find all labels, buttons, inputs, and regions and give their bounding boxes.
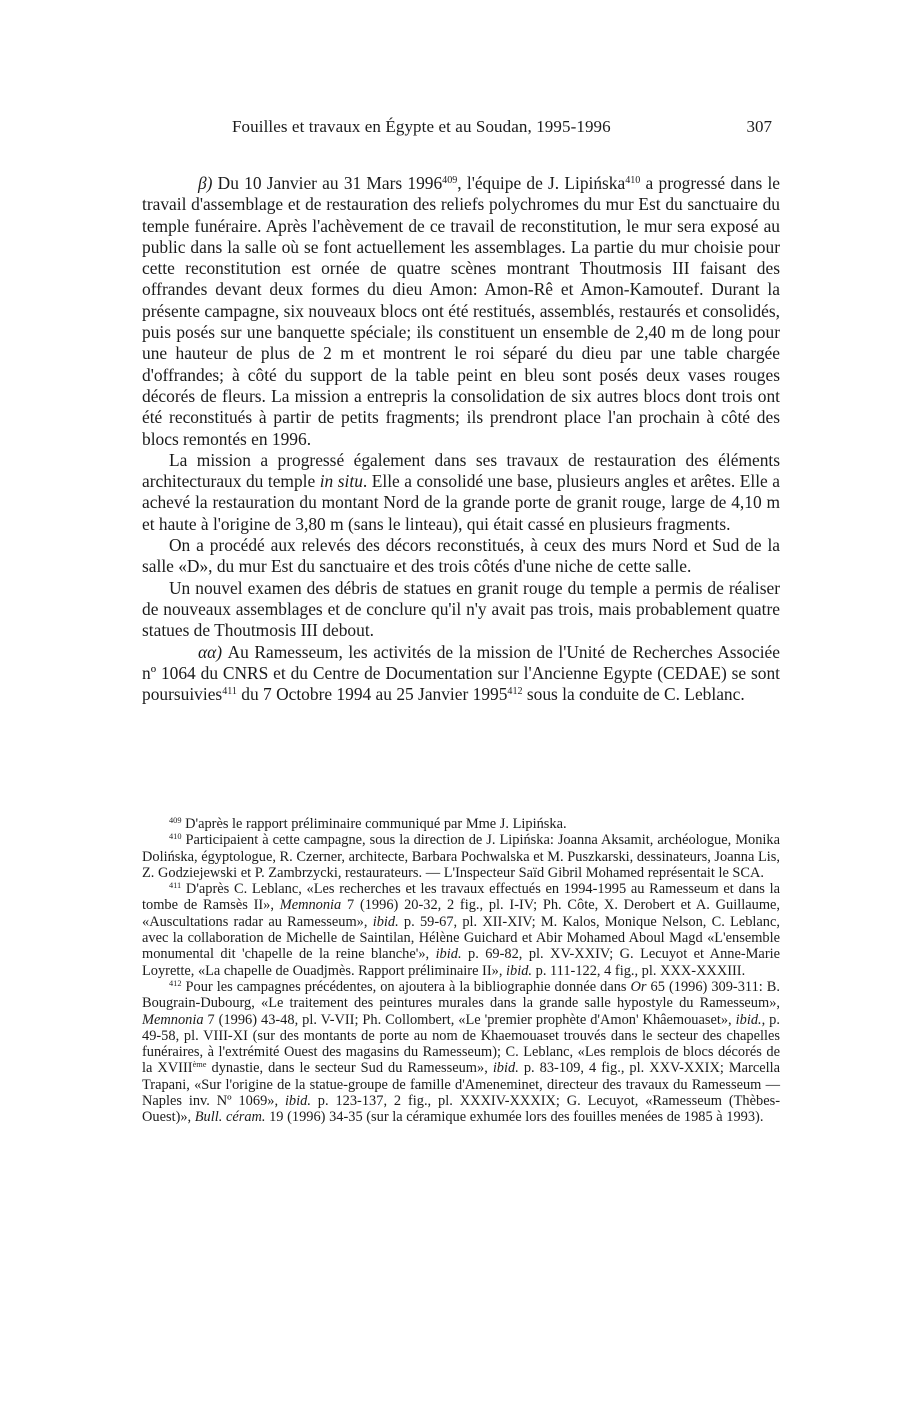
footnote-text: 7 (1996) 43-48, pl. V-VII; Ph. Collombert, «Le 'premier prophète d'Amon' Khâemouaset», xyxy=(203,1011,736,1028)
footnote-412 xyxy=(142,979,780,1126)
paragraph-text: sous la conduite de C. Leblanc. xyxy=(522,684,745,705)
section-marker-beta: β) xyxy=(198,173,213,193)
footnote-text: p. 111-122, 4 fig., pl. XXX-XXXIII. xyxy=(532,962,746,979)
footnote-ref-410: 410 xyxy=(625,174,641,186)
footnote-text: p. 59-67, pl. XII-XIV; M. Kalos, Monique Nelson, C. Leblanc, avec la collaboration de Michelle de Saintilan, Hélène Guichard et Abir Mohamed Aboul Magd «L'ensemble monumental dit 'chapelle de la reine blanche'», xyxy=(142,913,780,963)
footnote-text: 7 (1996) 20-32, 2 fig., pl. I-IV; Ph. Côte, X. Derobert et A. Guillaume, «Auscultations radar au Ramesseum», xyxy=(142,897,780,930)
footnote-ref-411: 411 xyxy=(222,685,237,697)
footnotes xyxy=(142,816,780,1126)
page-number: 307 xyxy=(746,117,772,136)
paragraph-restauration xyxy=(142,450,780,535)
paragraph-text: , l'équipe de J. Lipińska xyxy=(457,173,626,193)
footnote-text: dynastie, dans le secteur Sud du Ramesseum», xyxy=(206,1060,493,1077)
footnote-text: 19 (1996) 34-35 (sur la céramique exhumée lors des fouilles menées de 1985 à 1993). xyxy=(265,1109,764,1126)
journal-title: Bull. céram. xyxy=(194,1109,266,1126)
paragraph-releves: On a procédé aux relevés des décors reconstitués, à ceux des murs Nord et Sud de la salle «D», du mur Est du sanctuaire et des trois côtés d'une niche de cette salle. xyxy=(142,535,780,577)
footnote-number: 411 xyxy=(169,881,182,891)
footnote-text: Participaient à cette campagne, sous la direction de J. Lipińska: Joanna Aksamit, archéologue, Monika Dolińska, égyptologue, R. Czerner, architecte, Barbara Pochwalska et M. Puszkarski, dessinateurs, Joanna Lis, Z. Godziejewski et P. Zambrzycki, restaurateurs. — L'Inspecteur Saïd Gibril Mohamed représentait le SCA. xyxy=(142,832,780,881)
running-head xyxy=(142,117,780,141)
journal-title: Memnonia xyxy=(279,897,342,914)
ibid: ibid. xyxy=(284,1093,311,1110)
footnote-text: p. 69-82, pl. XV-XXIV; G. Lecuyot et Anne-Marie Loyrette, «La chapelle de Ouadjmès. Rapport préliminaire II», xyxy=(142,946,780,979)
paragraph-ramesseum xyxy=(142,642,780,706)
footnote-text: , p. 49-58, pl. VIII-XI (sur des montants de porte au nom de Khaemouaset trouvés dans le secteur des chapelles funéraires, à l'extrémité Ouest des magasins du Ramesseum); C. Leblanc, «Les remplois de blocs décorés de la XVIII xyxy=(142,1011,780,1077)
footnote-text: D'après le rapport préliminaire communiqué par Mme J. Lipińska. xyxy=(181,816,567,832)
footnote-ref-409: 409 xyxy=(442,174,458,186)
paragraph-text: La mission a progressé également dans ses travaux de restauration des éléments architecturaux du temple xyxy=(142,449,780,492)
ibid: ibid. xyxy=(735,1011,762,1028)
running-title: Fouilles et travaux en Égypte et au Soudan, 1995-1996 xyxy=(232,117,611,136)
paragraph-text: . Elle a consolidé une base, plusieurs angles et arêtes. Elle a achevé la restauration du montant Nord de la grande porte de granit rouge, large de 4,10 m et haute à l'origine de 3,80 m (sans le linteau), qui était cassé en plusieurs fragments. xyxy=(142,471,780,534)
paragraph-statues: Un nouvel examen des débris de statues en granit rouge du temple a permis de réaliser de nouveaux assemblages et de conclure qu'il n'y avait pas trois, mais probablement quatre statues de Thoutmosis III debout. xyxy=(142,577,780,641)
journal-title: Or xyxy=(630,978,647,995)
paragraph-text: du 7 Octobre 1994 au 25 Janvier 1995 xyxy=(236,684,508,705)
footnote-text: p. 123-137, 2 fig., pl. XXXIV-XXXIX; G. Lecuyot, «Ramesseum (Thèbes-Ouest)», xyxy=(142,1093,780,1126)
footnote-411 xyxy=(142,881,780,979)
ibid: ibid. xyxy=(492,1060,519,1077)
ibid: ibid. xyxy=(372,913,399,930)
footnote-ref-412: 412 xyxy=(507,685,523,697)
italic-term: in situ xyxy=(319,471,363,492)
ibid: ibid. xyxy=(506,962,533,979)
footnote-number: 409 xyxy=(169,815,182,825)
footnote-text: Pour les campagnes précédentes, on ajoutera à la bibliographie donnée dans xyxy=(181,978,631,995)
ordinal-suffix: ème xyxy=(192,1060,207,1070)
paragraph-text: a progressé dans le travail d'assemblage et de restauration des reliefs polychromes du mur Est du sanctuaire du temple funéraire. Après l'achèvement de ce travail de reconstitution, le mur sera exposé au public dans la salle où se font actuellement les assemblages. La partie du mur choisie pour cette reconstitution est ornée de quatre scènes montrant Thoutmosis III faisant des offrandes devant deux formes du dieu Amon: Amon-Rê et Amon-Kamoutef. Durant la présente campagne, six nouveaux blocs ont été restitués, assemblés, restaurés et consolidés, puis posés sur une banquette spéciale; ils constituent un ensemble de 2,40 m de long pour une hauteur de plus de 2 m et montrent le roi séparé du dieu par une table chargée d'offrandes; à côté du support de la table peint en bleu sont posés deux vases rouges décorés de fleurs. La mission a entrepris la consolidation de six autres blocs dont trois ont été reconstitués à partir de petits fragments; ils prendront place l'an prochain à côté des blocs remontés en 1996. xyxy=(142,173,780,449)
journal-title: Memnonia xyxy=(142,1011,204,1028)
paragraph-beta xyxy=(142,173,780,450)
footnote-number: 410 xyxy=(169,832,182,842)
footnote-text: 65 (1996) 309-311: B. Bougrain-Dubourg, «Le traitement des peintures murales dans la grande salle hypostyle du Ramesseum», xyxy=(142,978,780,1012)
footnote-text: D'après C. Leblanc, «Les recherches et les travaux effectués en 1994-1995 au Ramesseum et dans la tombe de Ramsès II», xyxy=(142,881,780,914)
ibid: ibid. xyxy=(435,946,462,963)
section-marker-alpha: αα) xyxy=(198,641,223,662)
footnote-410 xyxy=(142,832,780,881)
footnote-409 xyxy=(142,816,780,832)
paragraph-text: Du 10 Janvier au 31 Mars 1996 xyxy=(212,173,443,193)
body-text xyxy=(142,173,780,705)
paragraph-text: Au Ramesseum, les activités de la mission de l'Unité de Recherches Associée nº 1064 du CNRS et du Centre de Documentation sur l'Ancienne Egypte (CEDAE) se sont poursuivies xyxy=(142,641,780,705)
footnote-number: 412 xyxy=(169,978,182,988)
footnote-text: p. 83-109, 4 fig., pl. XXV-XXIX; Marcella Trapani, «Sur l'origine de la statue-groupe de famille d'Ameneminet, directeur des travaux du Ramesseum — Naples inv. Nº 1069», xyxy=(142,1060,781,1110)
